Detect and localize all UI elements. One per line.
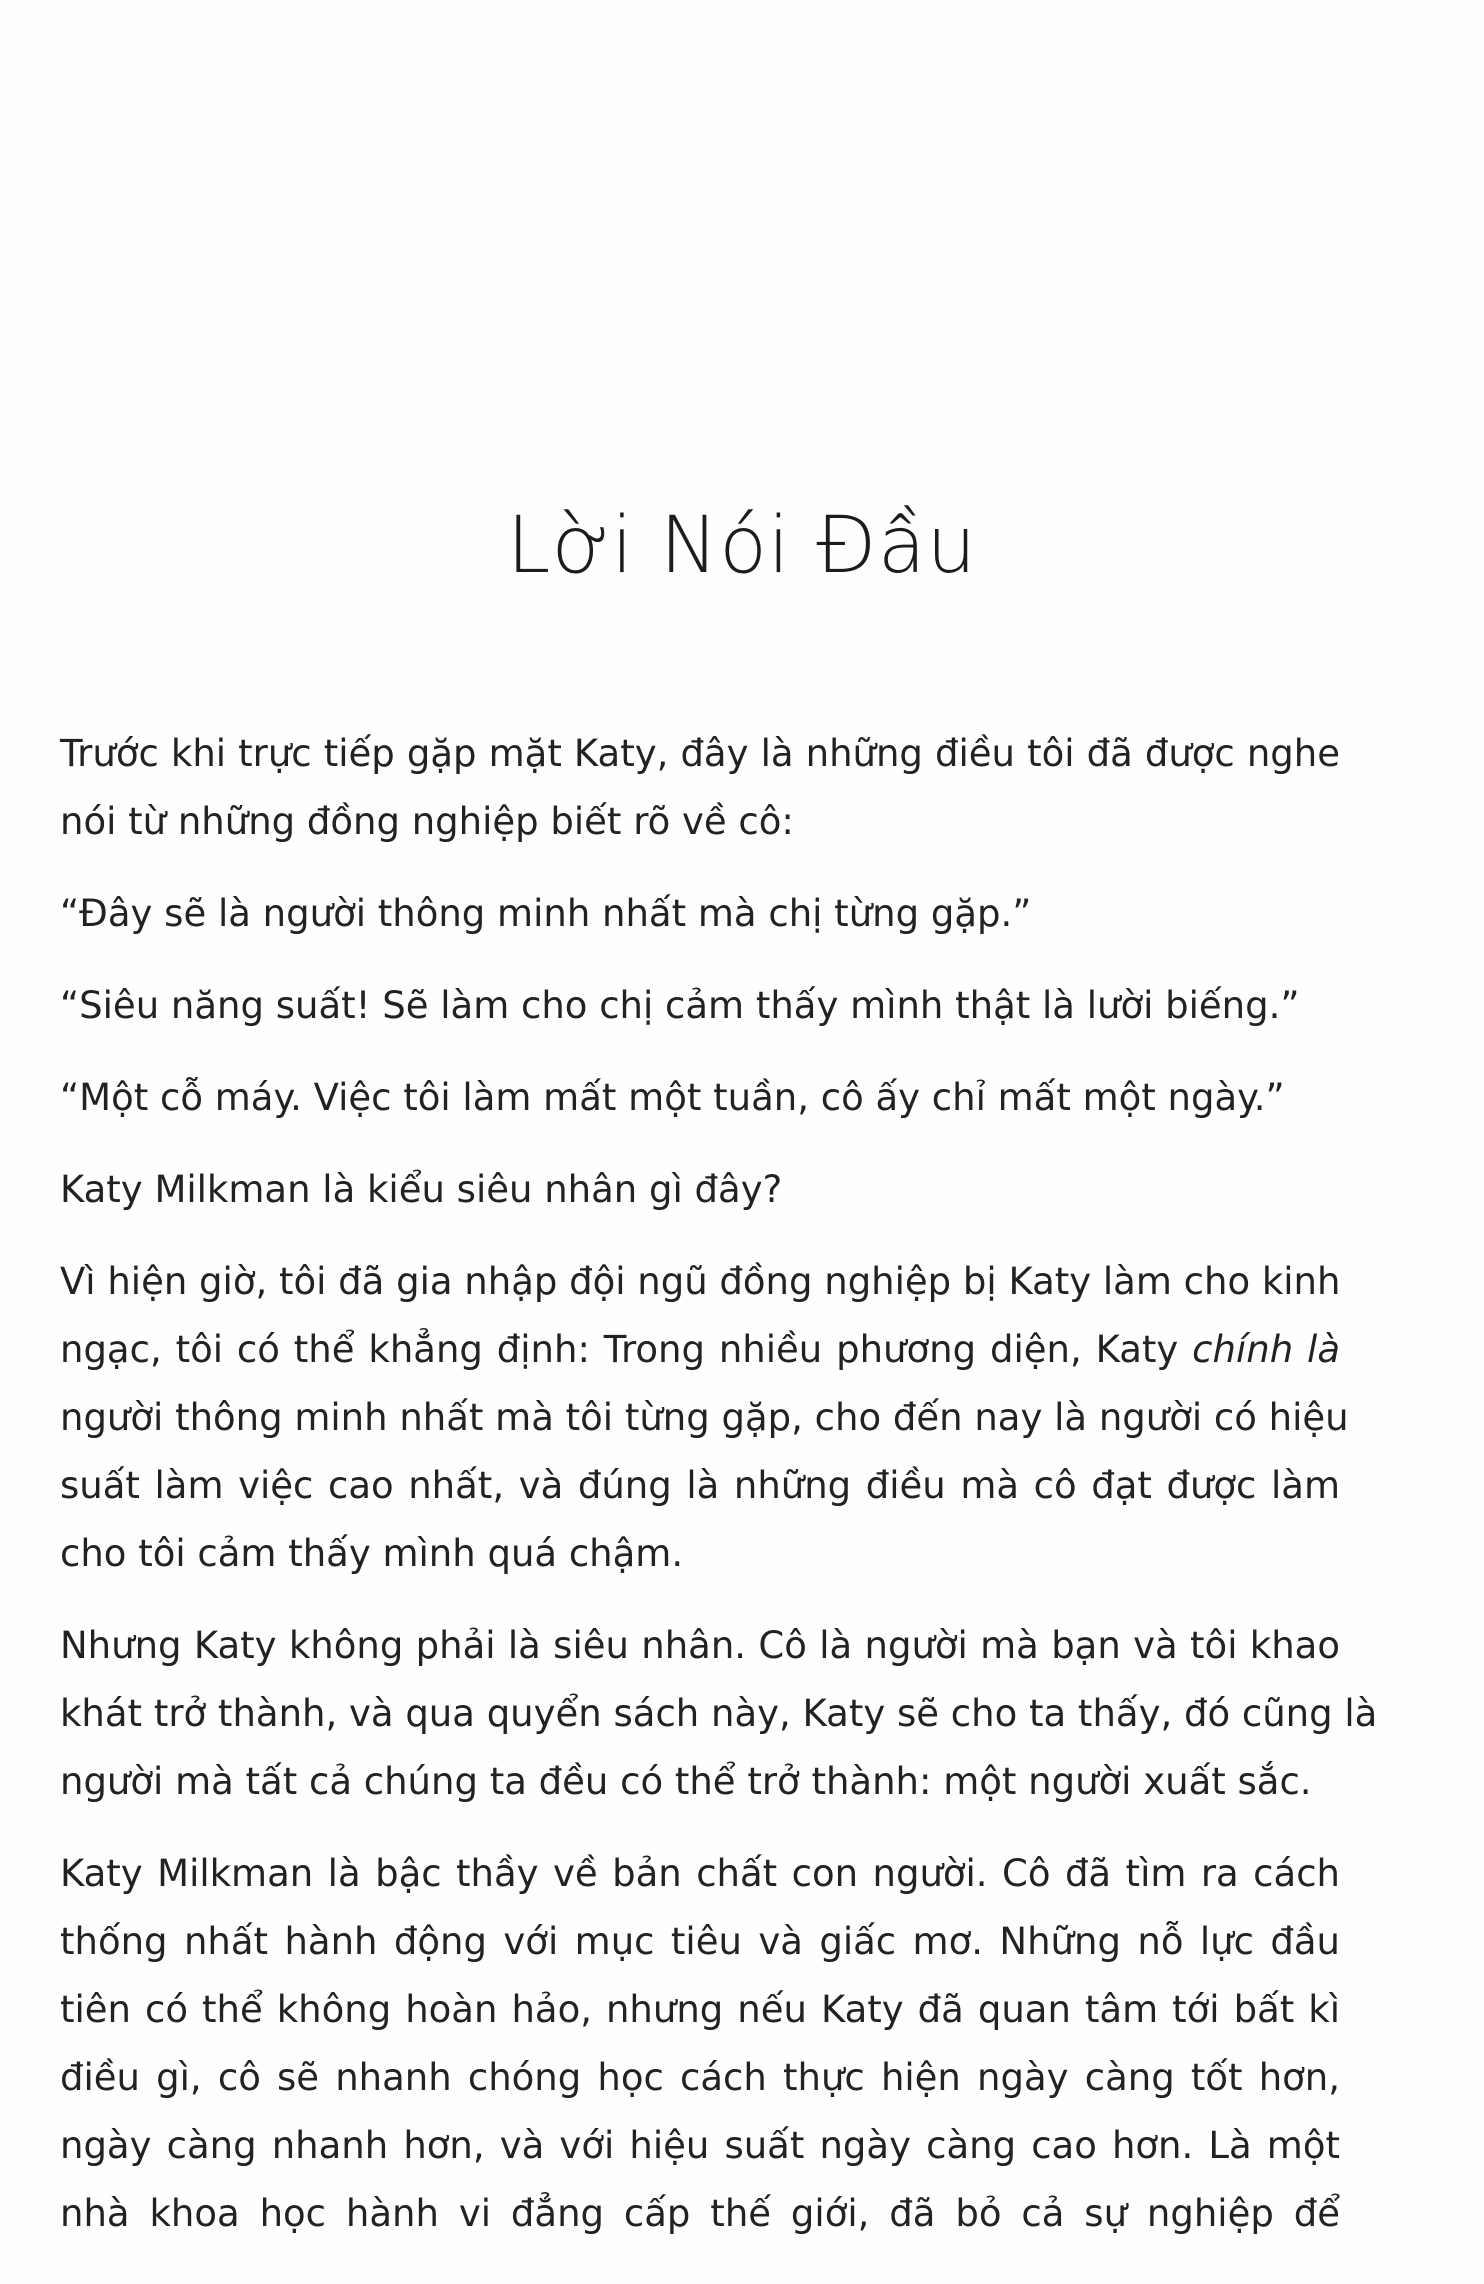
text-line: nhà khoa học hành vi đẳng cấp thế giới, đã bỏ cả sự nghiệp để bbox=[60, 2192, 1340, 2235]
text-line: Vì hiện giờ, tôi đã gia nhập đội ngũ đồng nghiệp bị Katy làm cho kinh bbox=[60, 1260, 1341, 1303]
text-line bbox=[60, 1316, 1340, 1384]
text-line: nói từ những đồng nghiệp biết rõ về cô: bbox=[60, 800, 794, 843]
text-line: tiên có thể không hoàn hảo, nhưng nếu Katy đã quan tâm tới bất kì bbox=[60, 1988, 1340, 2031]
text-line: cho tôi cảm thấy mình quá chậm. bbox=[60, 1532, 684, 1575]
text-line: khát trở thành, và qua quyển sách này, Katy sẽ cho ta thấy, đó cũng là bbox=[60, 1692, 1378, 1735]
text-line: Trước khi trực tiếp gặp mặt Katy, đây là những điều tôi đã được nghe bbox=[60, 732, 1340, 775]
text-line: thống nhất hành động với mục tiêu và giấc mơ. Những nỗ lực đầu bbox=[60, 1920, 1340, 1963]
text-line: Katy Milkman là bậc thầy về bản chất con người. Cô đã tìm ra cách bbox=[60, 1852, 1340, 1895]
paragraph bbox=[60, 1840, 1340, 2248]
chapter-title: Lời Nói Đầu bbox=[506, 501, 978, 592]
text-line: ngày càng nhanh hơn, và với hiệu suất ngày càng cao hơn. Là một bbox=[60, 2124, 1340, 2167]
text-line: người thông minh nhất mà tôi từng gặp, cho đến nay là người có hiệu bbox=[60, 1396, 1349, 1439]
quote-paragraph bbox=[60, 1064, 1340, 1132]
text-line: “Đây sẽ là người thông minh nhất mà chị từng gặp.” bbox=[60, 892, 1032, 935]
paragraph bbox=[60, 720, 1340, 856]
paragraph bbox=[60, 1248, 1349, 1588]
emphasis-text: chính là bbox=[1192, 1328, 1340, 1371]
text-line: Katy Milkman là kiểu siêu nhân gì đây? bbox=[60, 1168, 783, 1211]
quote-paragraph bbox=[60, 880, 1340, 948]
paragraph bbox=[60, 1612, 1378, 1816]
quote-paragraph bbox=[60, 972, 1340, 1040]
body-text bbox=[60, 720, 1378, 2272]
text-line: “Một cỗ máy. Việc tôi làm mất một tuần, cô ấy chỉ mất một ngày.” bbox=[60, 1076, 1285, 1119]
text-line: người mà tất cả chúng ta đều có thể trở thành: một người xuất sắc. bbox=[60, 1760, 1312, 1803]
text-line: điều gì, cô sẽ nhanh chóng học cách thực hiện ngày càng tốt hơn, bbox=[60, 2056, 1340, 2099]
text-line: “Siêu năng suất! Sẽ làm cho chị cảm thấy mình thật là lười biếng.” bbox=[60, 984, 1300, 1027]
text-segment: ngạc, tôi có thể khẳng định: Trong nhiều phương diện, Katy bbox=[60, 1328, 1193, 1371]
text-line: Nhưng Katy không phải là siêu nhân. Cô là người mà bạn và tôi khao bbox=[60, 1624, 1340, 1667]
paragraph bbox=[60, 1156, 1340, 1224]
text-line: suất làm việc cao nhất, và đúng là những điều mà cô đạt được làm bbox=[60, 1464, 1340, 1507]
